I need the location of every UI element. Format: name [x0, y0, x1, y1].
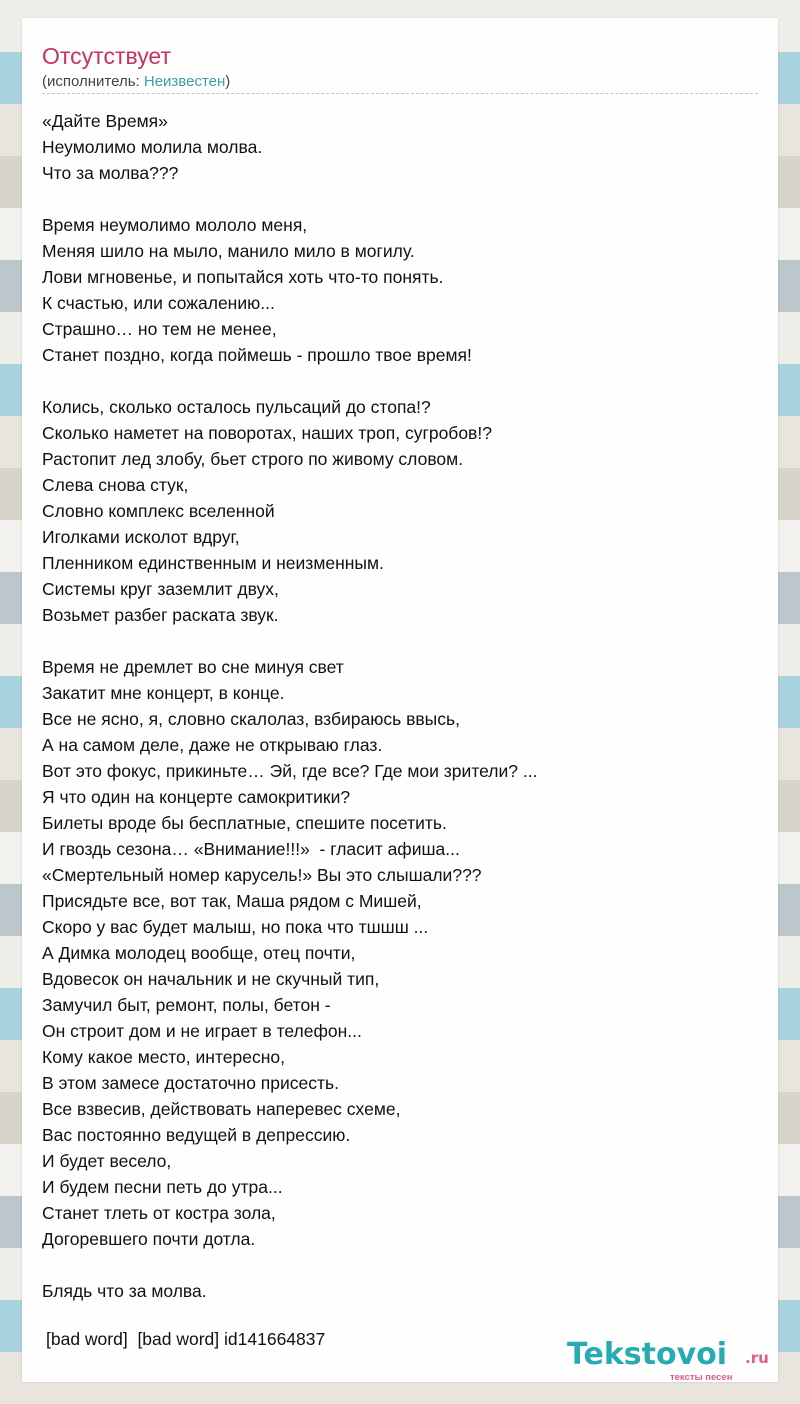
title-divider — [42, 93, 758, 94]
logo-subtitle: тексты песен — [670, 1372, 733, 1383]
lyric-line: Колись, сколько осталось пульсаций до стопа!? — [42, 397, 431, 417]
lyric-line: Пленником единственным и неизменным. — [42, 553, 384, 573]
artist-suffix: ) — [225, 73, 231, 90]
artist-link[interactable]: Неизвестен — [143, 73, 226, 90]
lyric-line: Станет тлеть от костра зола, — [42, 1203, 276, 1223]
lyric-line: И будет весело, — [42, 1151, 172, 1171]
lyric-line: Слева снова стук, — [42, 475, 189, 495]
lyric-line: «Смертельный номер карусель!» Вы это слышали??? — [42, 865, 482, 885]
lyric-line: Он строит дом и не играет в телефон... — [42, 1021, 362, 1041]
lyric-line: К счастью, или сожалению... — [42, 293, 275, 313]
lyric-line: Системы круг заземлит двух, — [42, 579, 279, 599]
artist-line — [42, 73, 230, 91]
lyric-line: Замучил быт, ремонт, полы, бетон - — [42, 995, 331, 1015]
lyric-line: Иголками исколот вдруг, — [42, 527, 240, 547]
lyric-line: Станет поздно, когда поймешь - прошло твое время! — [42, 345, 472, 365]
lyric-line: Что за молва??? — [42, 163, 179, 183]
lyric-line: Вас постоянно ведущей в депрессию. — [42, 1125, 351, 1145]
lyric-line: Возьмет разбег раската звук. — [42, 605, 279, 625]
song-title: Отсутствует — [42, 43, 171, 69]
lyric-line: Словно комплекс вселенной — [42, 501, 275, 521]
lyric-line — [42, 186, 758, 212]
lyric-line: Неумолимо молила молва. — [42, 137, 263, 157]
lyric-line: Вдовесок он начальник и не скучный тип, — [42, 969, 380, 989]
lyric-line: «Дайте Время» — [42, 111, 168, 131]
lyric-line: Блядь что за молва. — [42, 1281, 207, 1301]
lyric-line — [42, 368, 758, 394]
lyric-line: Страшно… но тем не менее, — [42, 319, 277, 339]
lyric-line: Закатит мне концерт, в конце. — [42, 683, 285, 703]
lyric-line: А Димка молодец вообще, отец почти, — [42, 943, 356, 963]
lyric-line: В этом замесе достаточно присесть. — [42, 1073, 340, 1093]
lyric-line: Сколько наметет на поворотах, наших троп, сугробов!? — [42, 423, 492, 443]
logo-name: Tekstovoi — [567, 1337, 728, 1372]
lyric-line: Я что один на концерте самокритики? — [42, 787, 351, 807]
lyric-line: А на самом деле, даже не открываю глаз. — [42, 735, 383, 755]
lyric-line: Лови мгновенье, и попытайся хоть что-то понять. — [42, 267, 444, 287]
lyric-line: Кому какое место, интересно, — [42, 1047, 285, 1067]
lyric-line: Догоревшего почти дотла. — [42, 1229, 256, 1249]
lyric-line: Время не дремлет во сне минуя свет — [42, 657, 344, 677]
lyric-line: Все взвесив, действовать наперевес схеме, — [42, 1099, 401, 1119]
lyric-line: Время неумолимо мололо меня, — [42, 215, 308, 235]
lyric-line: Присядьте все, вот так, Маша рядом с Мишей, — [42, 891, 422, 911]
lyric-line — [42, 628, 758, 654]
lyric-line — [42, 1252, 758, 1278]
site-logo[interactable] — [567, 1338, 777, 1386]
footer-tags: [bad word] [bad word] id141664837 — [46, 1329, 326, 1349]
lyric-line: Растопит лед злобу, бьет строго по живому словом. — [42, 449, 464, 469]
lyric-line: Меняя шило на мыло, манило мило в могилу. — [42, 241, 415, 261]
lyric-line: Все не ясно, я, словно скалолаз, взбираюсь ввысь, — [42, 709, 460, 729]
lyric-line: И будем песни петь до утра... — [42, 1177, 283, 1197]
lyric-line: Вот это фокус, прикиньте… Эй, где все? Где мои зрители? ... — [42, 761, 538, 781]
artist-prefix: (исполнитель: — [42, 73, 144, 90]
lyric-line: Билеты вроде бы бесплатные, спешите посетить. — [42, 813, 447, 833]
lyrics-card — [22, 18, 778, 1382]
lyric-line: И гвоздь сезона… «Внимание!!!» - гласит афиша... — [42, 839, 460, 859]
lyric-line: Скоро у вас будет малыш, но пока что тшшш ... — [42, 917, 429, 937]
logo-tld: .ru — [745, 1349, 769, 1367]
lyrics-text — [42, 108, 758, 1304]
